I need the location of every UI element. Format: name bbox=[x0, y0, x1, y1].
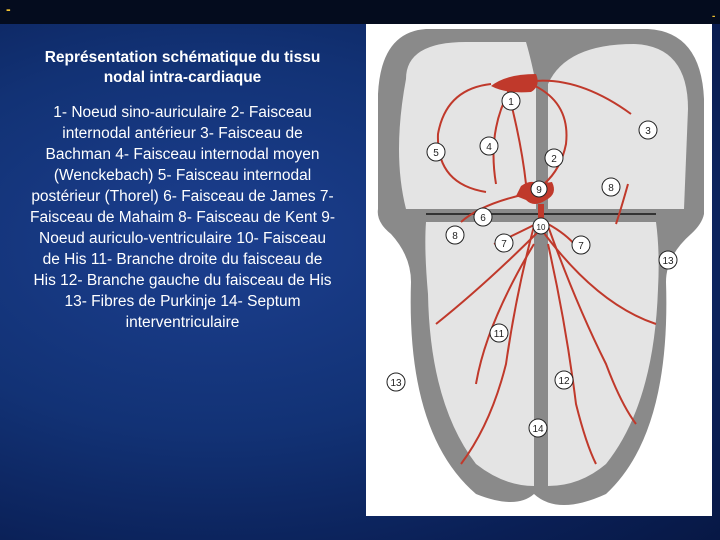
svg-text:3: 3 bbox=[645, 126, 651, 137]
label-3 bbox=[639, 121, 657, 139]
label-13a bbox=[659, 251, 677, 269]
label-6 bbox=[474, 208, 492, 226]
svg-text:12: 12 bbox=[558, 376, 570, 387]
label-8a bbox=[446, 226, 464, 244]
svg-text:11: 11 bbox=[493, 329, 505, 340]
label-13b bbox=[387, 373, 405, 391]
label-12 bbox=[555, 371, 573, 389]
svg-text:9: 9 bbox=[536, 185, 542, 196]
label-8b bbox=[602, 178, 620, 196]
label-4 bbox=[480, 137, 498, 155]
label-7b bbox=[572, 236, 590, 254]
label-2 bbox=[545, 149, 563, 167]
label-11 bbox=[490, 324, 508, 342]
slide-title: Représentation schématique du tissu nodal intra-cardiaque bbox=[44, 49, 321, 86]
heart-diagram-svg bbox=[366, 24, 712, 516]
text-column bbox=[30, 48, 335, 333]
legend-text: 1- Noeud sino-auriculaire 2- Faisceau internodal antérieur 3- Faisceau de Bachman 4- Faisceau internodal moyen (Wenckebach) 5- Faisceau internodal postérieur (Thorel) 6- Faisceau de James 7- Faisceau de Mahaim 8- Faisceau de Kent 9- Noeud auriculo-ventriculaire 10- Faisceau de His 11- Branche droite du faisceau de His 12- Branche gauche du faisceau de His 13- Fibres de Purkinje 14- Septum interventriculaire bbox=[30, 104, 335, 331]
svg-text:1: 1 bbox=[508, 97, 514, 108]
svg-text:4: 4 bbox=[486, 142, 492, 153]
label-9 bbox=[531, 181, 547, 197]
left-ventricle bbox=[548, 222, 659, 486]
interventricular-septum bbox=[534, 222, 548, 487]
svg-text:2: 2 bbox=[551, 154, 557, 165]
svg-text:13: 13 bbox=[662, 256, 674, 267]
label-1 bbox=[502, 92, 520, 110]
corner-mark-left: - bbox=[6, 1, 11, 17]
svg-text:8: 8 bbox=[452, 231, 458, 242]
label-10 bbox=[533, 218, 549, 234]
svg-text:10: 10 bbox=[536, 223, 546, 232]
svg-text:6: 6 bbox=[480, 213, 486, 224]
svg-text:13: 13 bbox=[390, 378, 402, 389]
svg-text:14: 14 bbox=[532, 424, 544, 435]
svg-text:7: 7 bbox=[501, 239, 507, 250]
label-5 bbox=[427, 143, 445, 161]
label-7a bbox=[495, 234, 513, 252]
svg-text:8: 8 bbox=[608, 183, 614, 194]
svg-text:7: 7 bbox=[578, 241, 584, 252]
svg-text:5: 5 bbox=[433, 148, 439, 159]
top-band bbox=[0, 0, 720, 24]
corner-mark-right: - bbox=[712, 11, 716, 22]
label-14 bbox=[529, 419, 547, 437]
heart-diagram bbox=[366, 24, 712, 516]
